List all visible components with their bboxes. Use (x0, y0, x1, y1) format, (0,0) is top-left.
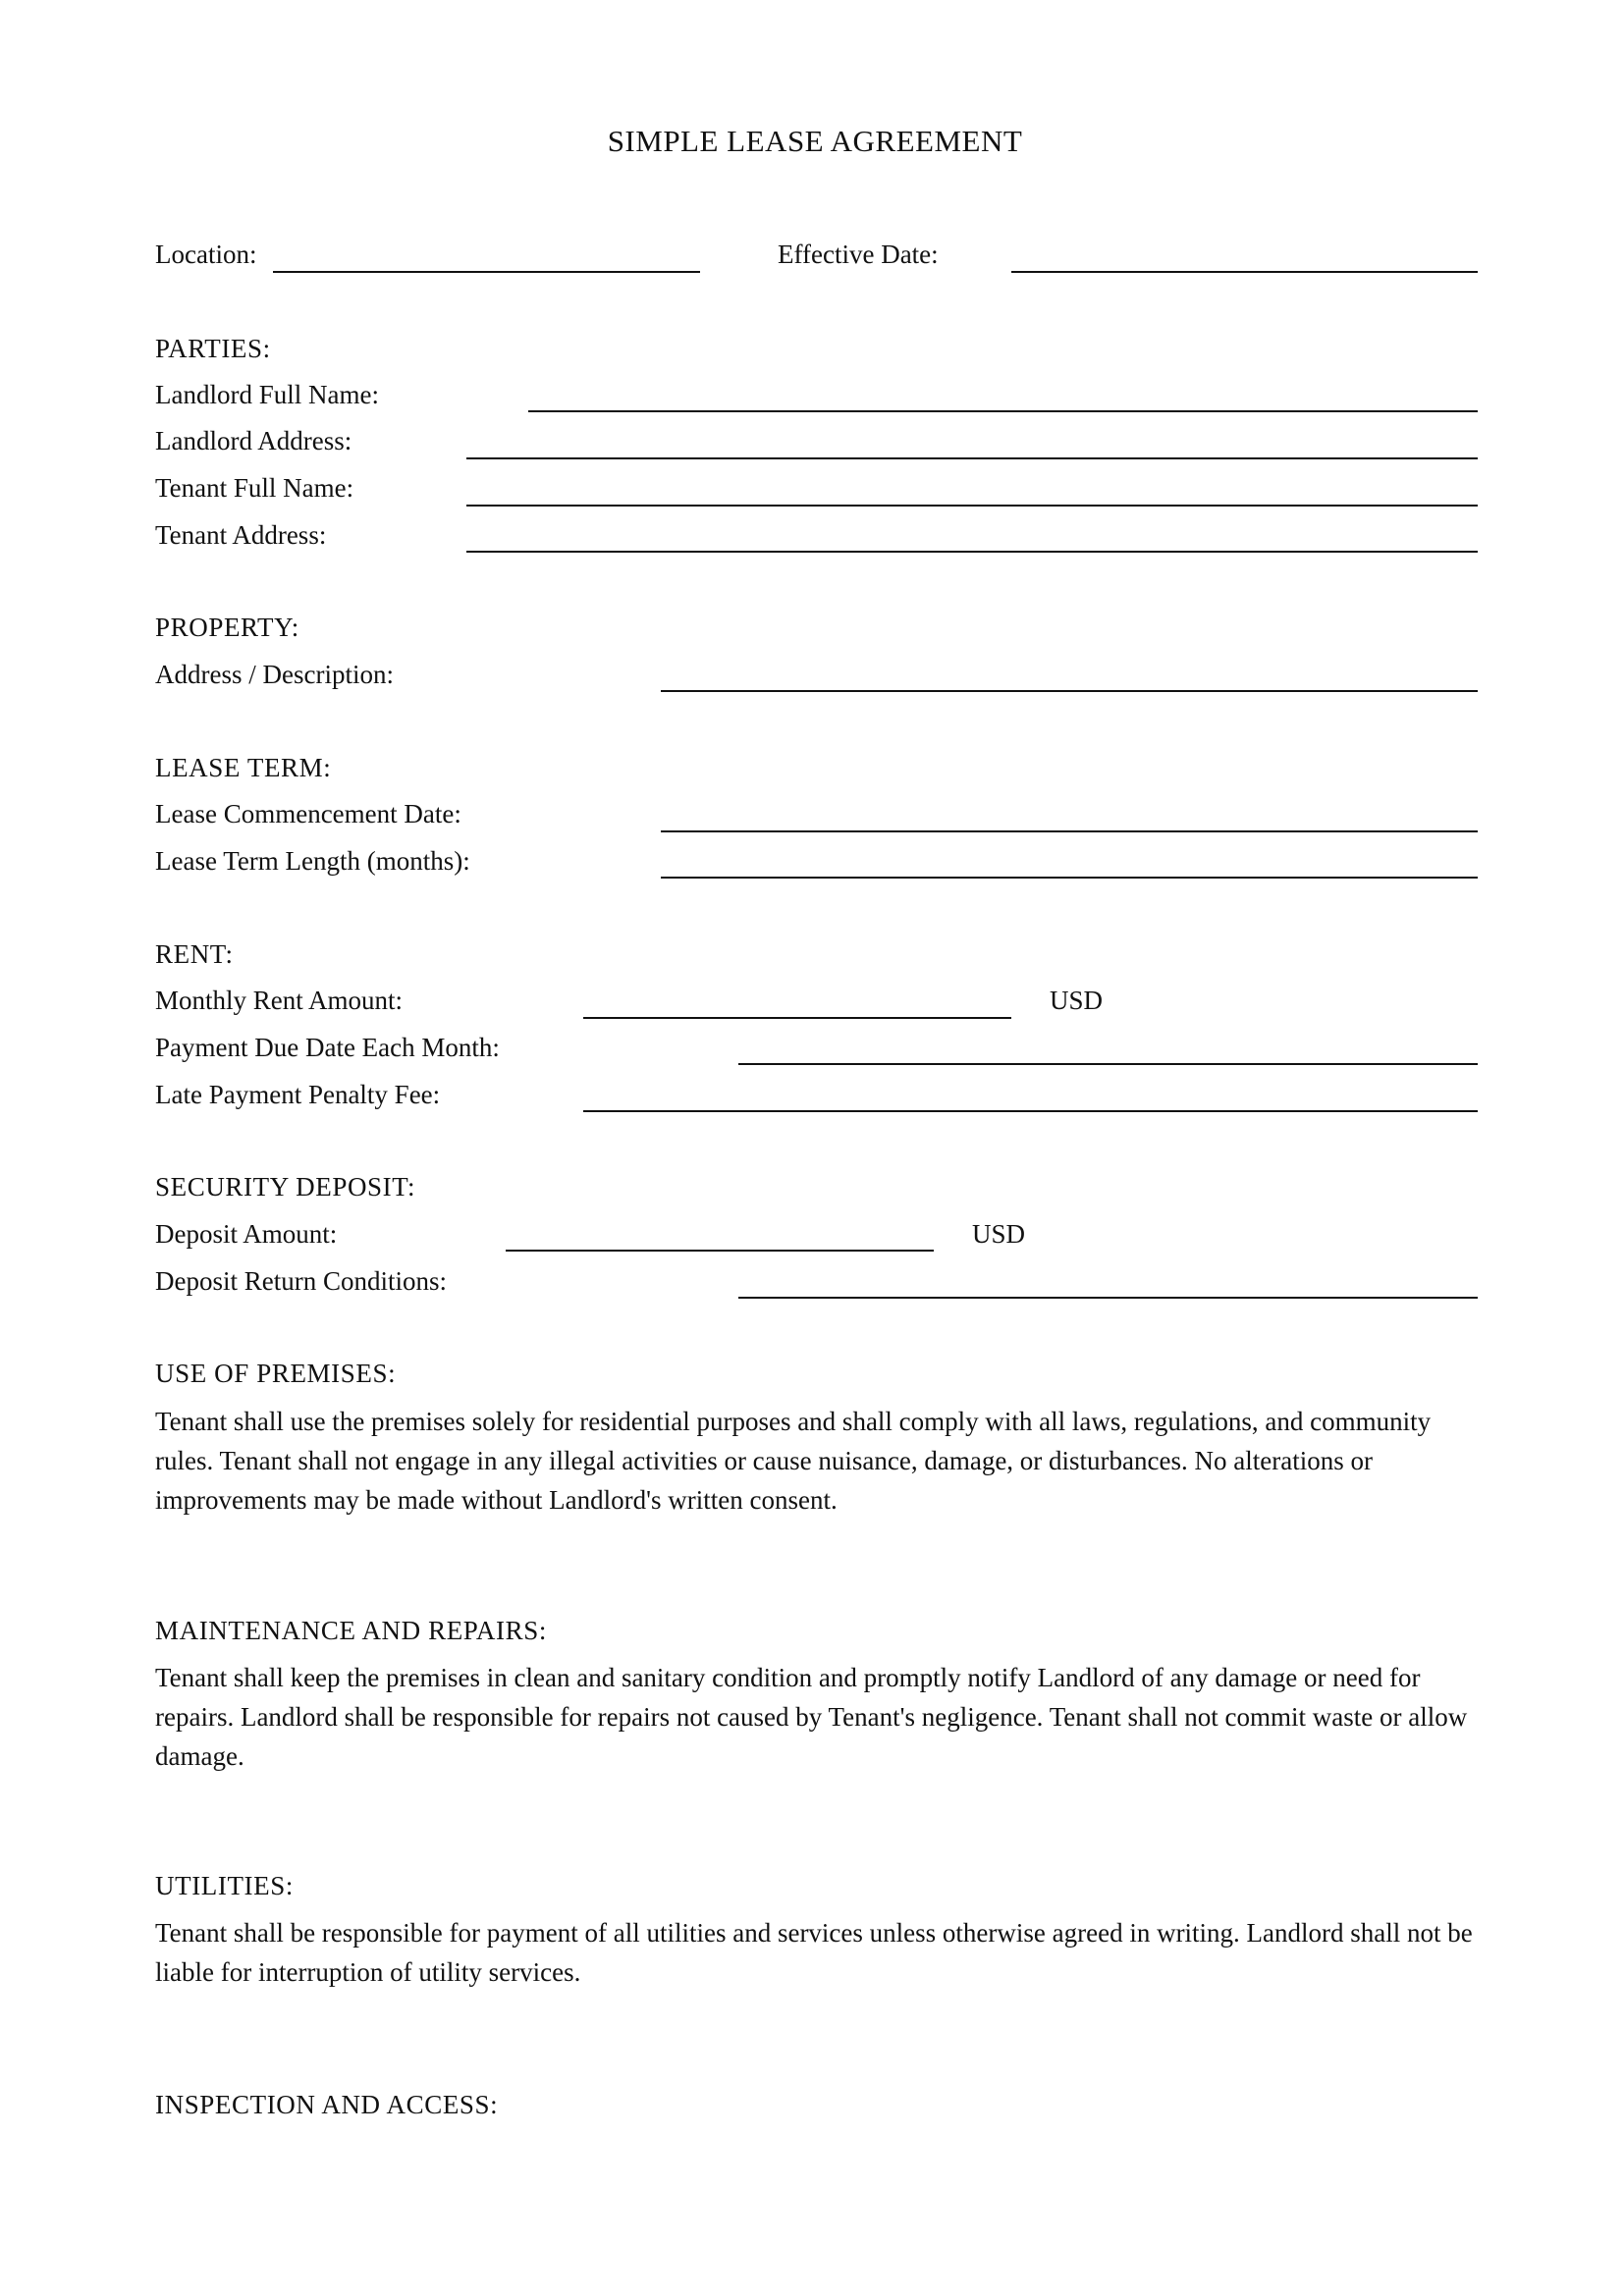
use-of-premises-heading: USE OF PREMISES: (155, 1359, 397, 1388)
term-length-label: Lease Term Length (months): (155, 846, 470, 876)
monthly-rent-currency: USD (1050, 986, 1104, 1015)
tenant-name-field[interactable] (466, 505, 1478, 507)
utilities-heading: UTILITIES: (155, 1871, 294, 1900)
landlord-name-field[interactable] (528, 410, 1478, 412)
term-length-field[interactable] (661, 877, 1478, 879)
property-address-field[interactable] (661, 690, 1478, 692)
property-address-label: Address / Description: (155, 660, 394, 689)
effective-date-field[interactable] (1011, 271, 1478, 273)
landlord-address-field[interactable] (466, 457, 1478, 459)
late-fee-label: Late Payment Penalty Fee: (155, 1080, 441, 1109)
parties-heading: PARTIES: (155, 334, 271, 363)
lease-term-heading: LEASE TERM: (155, 753, 332, 782)
maintenance-heading: MAINTENANCE AND REPAIRS: (155, 1616, 547, 1645)
location-label: Location: (155, 240, 257, 269)
tenant-address-field[interactable] (466, 551, 1478, 553)
deposit-return-label: Deposit Return Conditions: (155, 1266, 447, 1296)
rent-heading: RENT: (155, 939, 234, 969)
deposit-return-field[interactable] (738, 1297, 1478, 1299)
deposit-amount-field[interactable] (506, 1250, 934, 1252)
late-fee-field[interactable] (583, 1110, 1478, 1112)
payment-due-date-field[interactable] (738, 1063, 1478, 1065)
maintenance-text: Tenant shall keep the premises in clean and sanitary condition and promptly notify Landlord of any damage or need for repairs. Landlord shall be responsible for repairs not caused by Tenant's negligence. Tenant shall not commit waste or allow damage. (155, 1663, 1468, 1771)
effective-date-label: Effective Date: (778, 240, 939, 269)
landlord-name-label: Landlord Full Name: (155, 380, 379, 409)
security-deposit-heading: SECURITY DEPOSIT: (155, 1172, 416, 1201)
deposit-amount-label: Deposit Amount: (155, 1219, 338, 1249)
commencement-date-field[interactable] (661, 830, 1478, 832)
use-of-premises-text: Tenant shall use the premises solely for residential purposes and shall comply with all laws, regulations, and community rules. Tenant shall not engage in any illegal activities or cause nuisance, damage, or disturbances. No alterations or improvements may be made without Landlord's written consent. (155, 1407, 1432, 1515)
inspection-heading: INSPECTION AND ACCESS: (155, 2090, 499, 2119)
location-field[interactable] (273, 271, 700, 273)
payment-due-date-label: Payment Due Date Each Month: (155, 1033, 500, 1062)
commencement-date-label: Lease Commencement Date: (155, 799, 461, 828)
deposit-amount-currency: USD (972, 1219, 1026, 1249)
monthly-rent-field[interactable] (583, 1017, 1011, 1019)
utilities-text: Tenant shall be responsible for payment of all utilities and services unless otherwise agreed in writing. Landlord shall not be liable for interruption of utility services. (155, 1918, 1473, 1987)
property-heading: PROPERTY: (155, 613, 299, 642)
landlord-address-label: Landlord Address: (155, 426, 352, 455)
monthly-rent-label: Monthly Rent Amount: (155, 986, 404, 1015)
document-title: SIMPLE LEASE AGREEMENT (607, 124, 1023, 158)
tenant-name-label: Tenant Full Name: (155, 473, 354, 503)
tenant-address-label: Tenant Address: (155, 520, 327, 550)
